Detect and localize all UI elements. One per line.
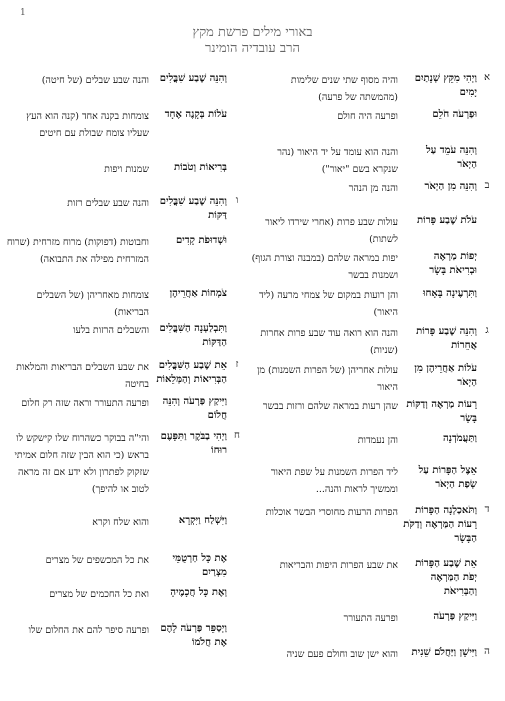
hebrew-term: וַיִּישָׁן וַיַּחֲלֹם שֵׁנִית [411, 647, 477, 658]
hebrew-term: וַיְהִי בַבֹּקֶר וַתִּפָּעֶם רוּחוֹ [160, 431, 227, 456]
verse-letter: א [483, 72, 490, 83]
hebrew-term: וַיִּיקַץ פַּרְעֹה וְהִנֵּה חֲלוֹם [162, 396, 227, 421]
term-explanation: את כל המכשפים של מצרים [45, 555, 149, 566]
hebrew-term: עֹלוֹת בְּקָנֶה אֶחָד [164, 109, 227, 120]
hebrew-term: רָעוֹת מַרְאֶה וְדַקּוֹת בָּשָׂר [406, 399, 477, 424]
hebrew-term: וְאֶת כָּל חֲכָמֶיהָ [170, 587, 227, 598]
verse-letter: ב [484, 180, 490, 191]
term-explanation: והי"ה בבוקר כשהרוח שלו קישקש לו בראש (כי הוא הבין שזה חלום אמיתי שזקוק לפתרון ולא ידע אם זה מראה לטוב או להיפך) [14, 433, 149, 495]
term-explanation: ופרעה התעורר וראה שזה רק חלום [21, 398, 149, 409]
term-explanation: והן נעמדות [357, 435, 398, 446]
term-explanation: והשבלים הרזות בלעו [73, 325, 149, 336]
verse-letter: ח [234, 430, 240, 441]
term-explanation: יפות במראה שלהם (במבנה וצורת הגוף) ושמנות בבשר [251, 253, 398, 281]
hebrew-term: וּפַרְעֹה חֹלֵם [432, 109, 477, 120]
hebrew-term: אֵת שֶׁבַע הַשִּׁבֳּלִים הַבְּרִיאוֹת וְהַמְּלֵאוֹת [156, 360, 227, 385]
term-explanation: את שבע השבלים הבריאות והמלאות בחיטה [16, 362, 149, 390]
hebrew-term: וַיִּיקַץ פַּרְעֹה [433, 611, 477, 622]
verse-letter: ד [484, 504, 490, 515]
verse-letter: ג [485, 325, 489, 336]
term-explanation: עולות אחריהן (של הפרות השמנות) מן היאור [256, 365, 398, 393]
term-explanation: והיה מסוף שתי שנים שלימות (מהמשתה של פרעה) [290, 75, 398, 103]
hebrew-term: בְּרִיאוֹת וְטֹבוֹת [174, 162, 227, 173]
term-explanation: עולות שבע פרות (אחרי שירדו ליאור לשתות) [265, 217, 398, 245]
hebrew-term: וְהִנֵּה שֶׁבַע שִׁבֳּלִים דַּקּוֹת [159, 196, 227, 221]
term-explanation: ופרעה התעורר [343, 613, 398, 624]
page-number: 1 [20, 8, 26, 18]
term-explanation: ואת כל החכמים של מצרים [49, 589, 149, 600]
term-explanation: והן רועות במקום של צמחי מרעה (ליד היאור) [258, 290, 398, 318]
hebrew-term: וַתִּבְלַעְנָה הַשִּׁבֳּלִים הַדַּקּוֹת [159, 323, 227, 348]
verse-letter: ז [235, 359, 239, 370]
hebrew-term: עֹלֹת שֶׁבַע פָּרוֹת [417, 215, 477, 226]
hebrew-term: אֵת שֶׁבַע הַפָּרוֹת יְפֹת הַמַּרְאֶה וְהַבְּרִיאֹת [415, 558, 477, 597]
term-explanation: הפרות הרעות מחוסרי הבשר אוכלות [265, 507, 398, 518]
hebrew-term: וַתִּרְעֶינָה בָּאָחוּ [422, 288, 477, 299]
term-explanation: ליד הפרות השמנות על שפת היאור וממשיך לראות והנה... [270, 467, 398, 495]
hebrew-term: צֹמְחוֹת אַחֲרֵיהֶן [169, 288, 227, 299]
hebrew-term: אֶת כָּל חַרְטֻמֵּי מִצְרַיִם [172, 553, 227, 578]
term-explanation: צומחות בקנה אחד (קנה הוא העץ שעליו צומח שבולת עם חיטים [26, 111, 149, 139]
term-explanation: והנה מן הנהר [348, 183, 398, 194]
hebrew-term: וּשְׁדוּפֹת קָדִים [175, 235, 227, 246]
hebrew-term: וְהִנֵּה שֶׁבַע פָּרוֹת אֲחֵרוֹת [416, 326, 477, 351]
hebrew-term: עֹלוֹת אַחֲרֵיהֶן מִן הַיְאֹר [414, 363, 477, 388]
term-explanation: והנה הוא עומד על יד היאור (נהר שנקרא בשם "יאור") [277, 147, 398, 175]
term-explanation: והנה שבע שבלים (של חיטה) [41, 75, 149, 86]
hebrew-term: וְהִנֵּה מִן הַיְאֹר [424, 181, 477, 192]
verse-letter: ה [484, 646, 490, 657]
hebrew-term: וְהִנֵּה עֹמֵד עַל הַיְאֹר [425, 145, 477, 170]
term-explanation: שהן רעות במראה שלהם ורזות בבשר [262, 401, 398, 412]
term-explanation: ופרעה סיפר להם את החלום שלו [28, 625, 149, 636]
hebrew-term: אֵצֶל הַפָּרוֹת עַל שְׂפַת הַיְאֹר [418, 465, 477, 490]
hebrew-term: וַיְהִי מִקֵּץ שְׁנָתַיִם יָמִים [414, 73, 477, 98]
hebrew-term: וַתַּעֲמֹדְנָה [442, 433, 477, 444]
hebrew-term: וַיִּשְׁלַח וַיִּקְרָא [178, 515, 227, 526]
document-author: הרב עובדיה הומינר [204, 41, 300, 56]
hebrew-term: יְפוֹת מַרְאֶה וּבְרִיאֹת בָּשָׂר [429, 251, 477, 276]
hebrew-term: וַיְסַפֵּר פַּרְעֹה לָהֶם אֶת חֲלֹמוֹ [160, 623, 227, 648]
term-explanation: והוא ישן שוב וחולם פעם שניה [286, 649, 398, 660]
verse-letter: ו [235, 195, 239, 206]
term-explanation: והוא שלח וקרא [92, 517, 149, 528]
term-explanation: וחבוטות (דפוקות) מרוח מזרחית (שרוח המזרחית מפילה את התבואה) [6, 237, 149, 265]
term-explanation: והנה שבע שבלים רזות [67, 198, 149, 209]
term-explanation: צומחות מאחריהן (של השבלים הבריאות) [36, 290, 149, 318]
hebrew-term: וְהִנֵּה שֶׁבַע שִׁבֳּלִים [159, 73, 227, 84]
term-explanation: ופרעה היה חולם [337, 111, 398, 122]
term-explanation: והנה הוא רואה עוד שבע פרות אחרות (שניות) [260, 328, 398, 356]
term-explanation: שמנות ויפות [104, 164, 149, 175]
hebrew-term: וַתֹּאכַלְנָה הַפָּרוֹת רָעוֹת הַמַּרְאֶה וְדַקֹּת הַבָּשָׂר [403, 505, 477, 544]
term-explanation: את שבע הפרות היפות והבריאות [279, 560, 398, 571]
document-title: באורי מילים פרשת מקץ [192, 25, 313, 40]
